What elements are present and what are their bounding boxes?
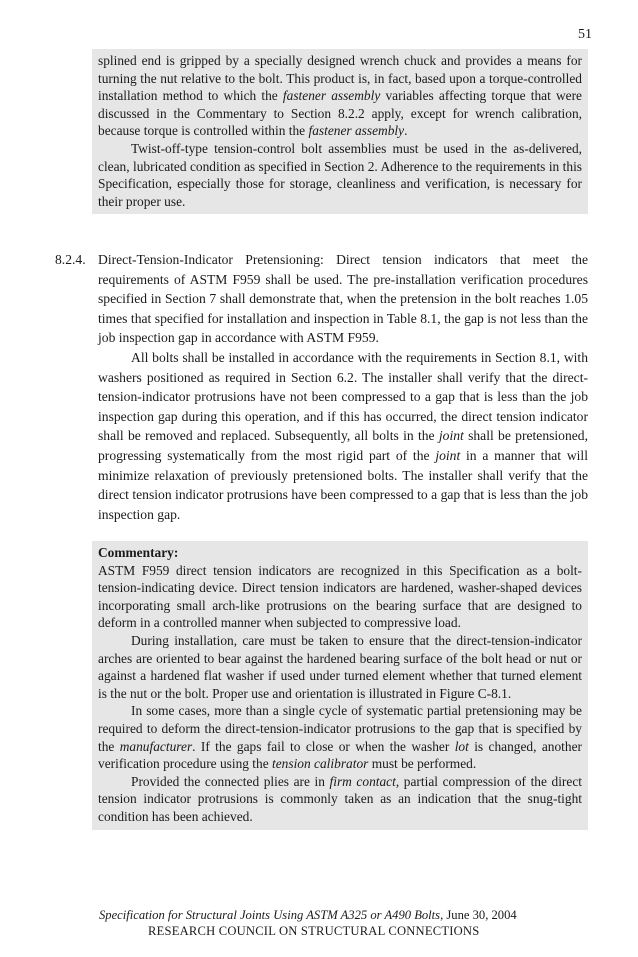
section-paragraph: Direct-Tension-Indicator Pretensioning: Direct tension indicators that meet the requirements of ASTM F959 shall be used. The pre-installation verification procedures specified in Section 7 shall demonstrate that, when the pretension in the bolt reaches 1.05 times that specified for installation and inspection in Table 8.1, the gap is not less than the job inspection gap in accordance with ASTM F959. — [98, 252, 588, 346]
commentary-paragraph: Twist-off-type tension-control bolt assemblies must be used in the as-delivered, clean, lubricated condition as specified in Section 2. Adherence to the requirements in this Specification, especially those for storage, cleanliness and verification, is necessary for their proper use. — [98, 140, 582, 209]
commentary-box — [92, 541, 588, 830]
section-number: 8.2.4. — [55, 252, 86, 267]
commentary-title: Commentary: — [98, 545, 179, 560]
defined-term: joint — [435, 447, 461, 463]
footer-citation — [99, 907, 638, 923]
defined-term: tension calibrator — [272, 756, 369, 772]
commentary-paragraph: Provided the connected plies are in firm contact, partial compression of the direct tension indicator protrusions is commonly taken as an indication that the snug-tight condition has been achieved. — [98, 773, 582, 824]
defined-term: lot — [454, 738, 469, 754]
page-number: 51 — [578, 27, 592, 42]
page-footer — [0, 907, 638, 939]
defined-term: fastener assembly — [282, 88, 381, 104]
defined-term: joint — [438, 428, 464, 444]
section-body — [98, 250, 588, 524]
commentary-paragraph: In some cases, more than a single cycle of systematic partial pretensioning may be required to deform the direct-tension-indicator protrusions to the gap that is specified by the manufacturer. If the gaps fail to close or when the washer lot is changed, another verification procedure using the tension calibrator must be performed. — [98, 703, 582, 772]
footer-title: Specification for Structural Joints Using ASTM A325 or A490 Bolts — [99, 908, 441, 922]
commentary-paragraph: splined end is gripped by a specially designed wrench chuck and provides a means for turning the nut relative to the bolt. This product is, in fact, based upon a torque-controlled installation method to which the fastener assembly variables affecting torque that were discussed in the Commentary to Section 8.2.2 apply, except for wrench calibration, because torque is controlled within the fastener assembly. — [98, 53, 582, 139]
defined-term: fastener assembly — [308, 123, 405, 139]
commentary-paragraph: ASTM F959 direct tension indicators are recognized in this Specification as a bolt-tension-indicating device. Direct tension indicators are hardened, washer-shaped devices incorporating small arch-like protrusions on the bearing surface that are designed to deform in a controlled manner when subjected to compressive load. — [98, 562, 582, 631]
footer-organization: RESEARCH COUNCIL ON STRUCTURAL CONNECTIONS — [148, 924, 480, 938]
section-8-2-4 — [55, 250, 588, 524]
commentary-continuation-box — [92, 49, 588, 214]
section-paragraph: All bolts shall be installed in accordance with the requirements in Section 8.1, with washers positioned as required in Section 6.2. The installer shall verify that the direct-tension-indicator protrusions have not been compressed to a gap that is less than the job inspection gap during this operation, and if this has occurred, the direct tension indicator shall be removed and replaced. Subsequently, all bolts in the joint shall be pretensioned, progressing systematically from the most rigid part of the joint in a manner that will minimize relaxation of previously pretensioned bolts. The installer shall verify that the direct tension indicator protrusions have been compressed to a gap that is less than the job inspection gap. — [98, 349, 589, 522]
defined-term: manufacturer — [119, 738, 193, 754]
commentary-paragraph: During installation, care must be taken to ensure that the direct-tension-indicator arches are oriented to bear against the hardened bearing surface of the bolt head or nut or against a hardened flat washer if used under turned element whether that turned element is the nut or the bolt. Proper use and orientation is illustrated in Figure C-8.1. — [98, 632, 582, 701]
defined-term: firm contact — [329, 773, 396, 789]
footer-date: , June 30, 2004 — [440, 908, 517, 922]
